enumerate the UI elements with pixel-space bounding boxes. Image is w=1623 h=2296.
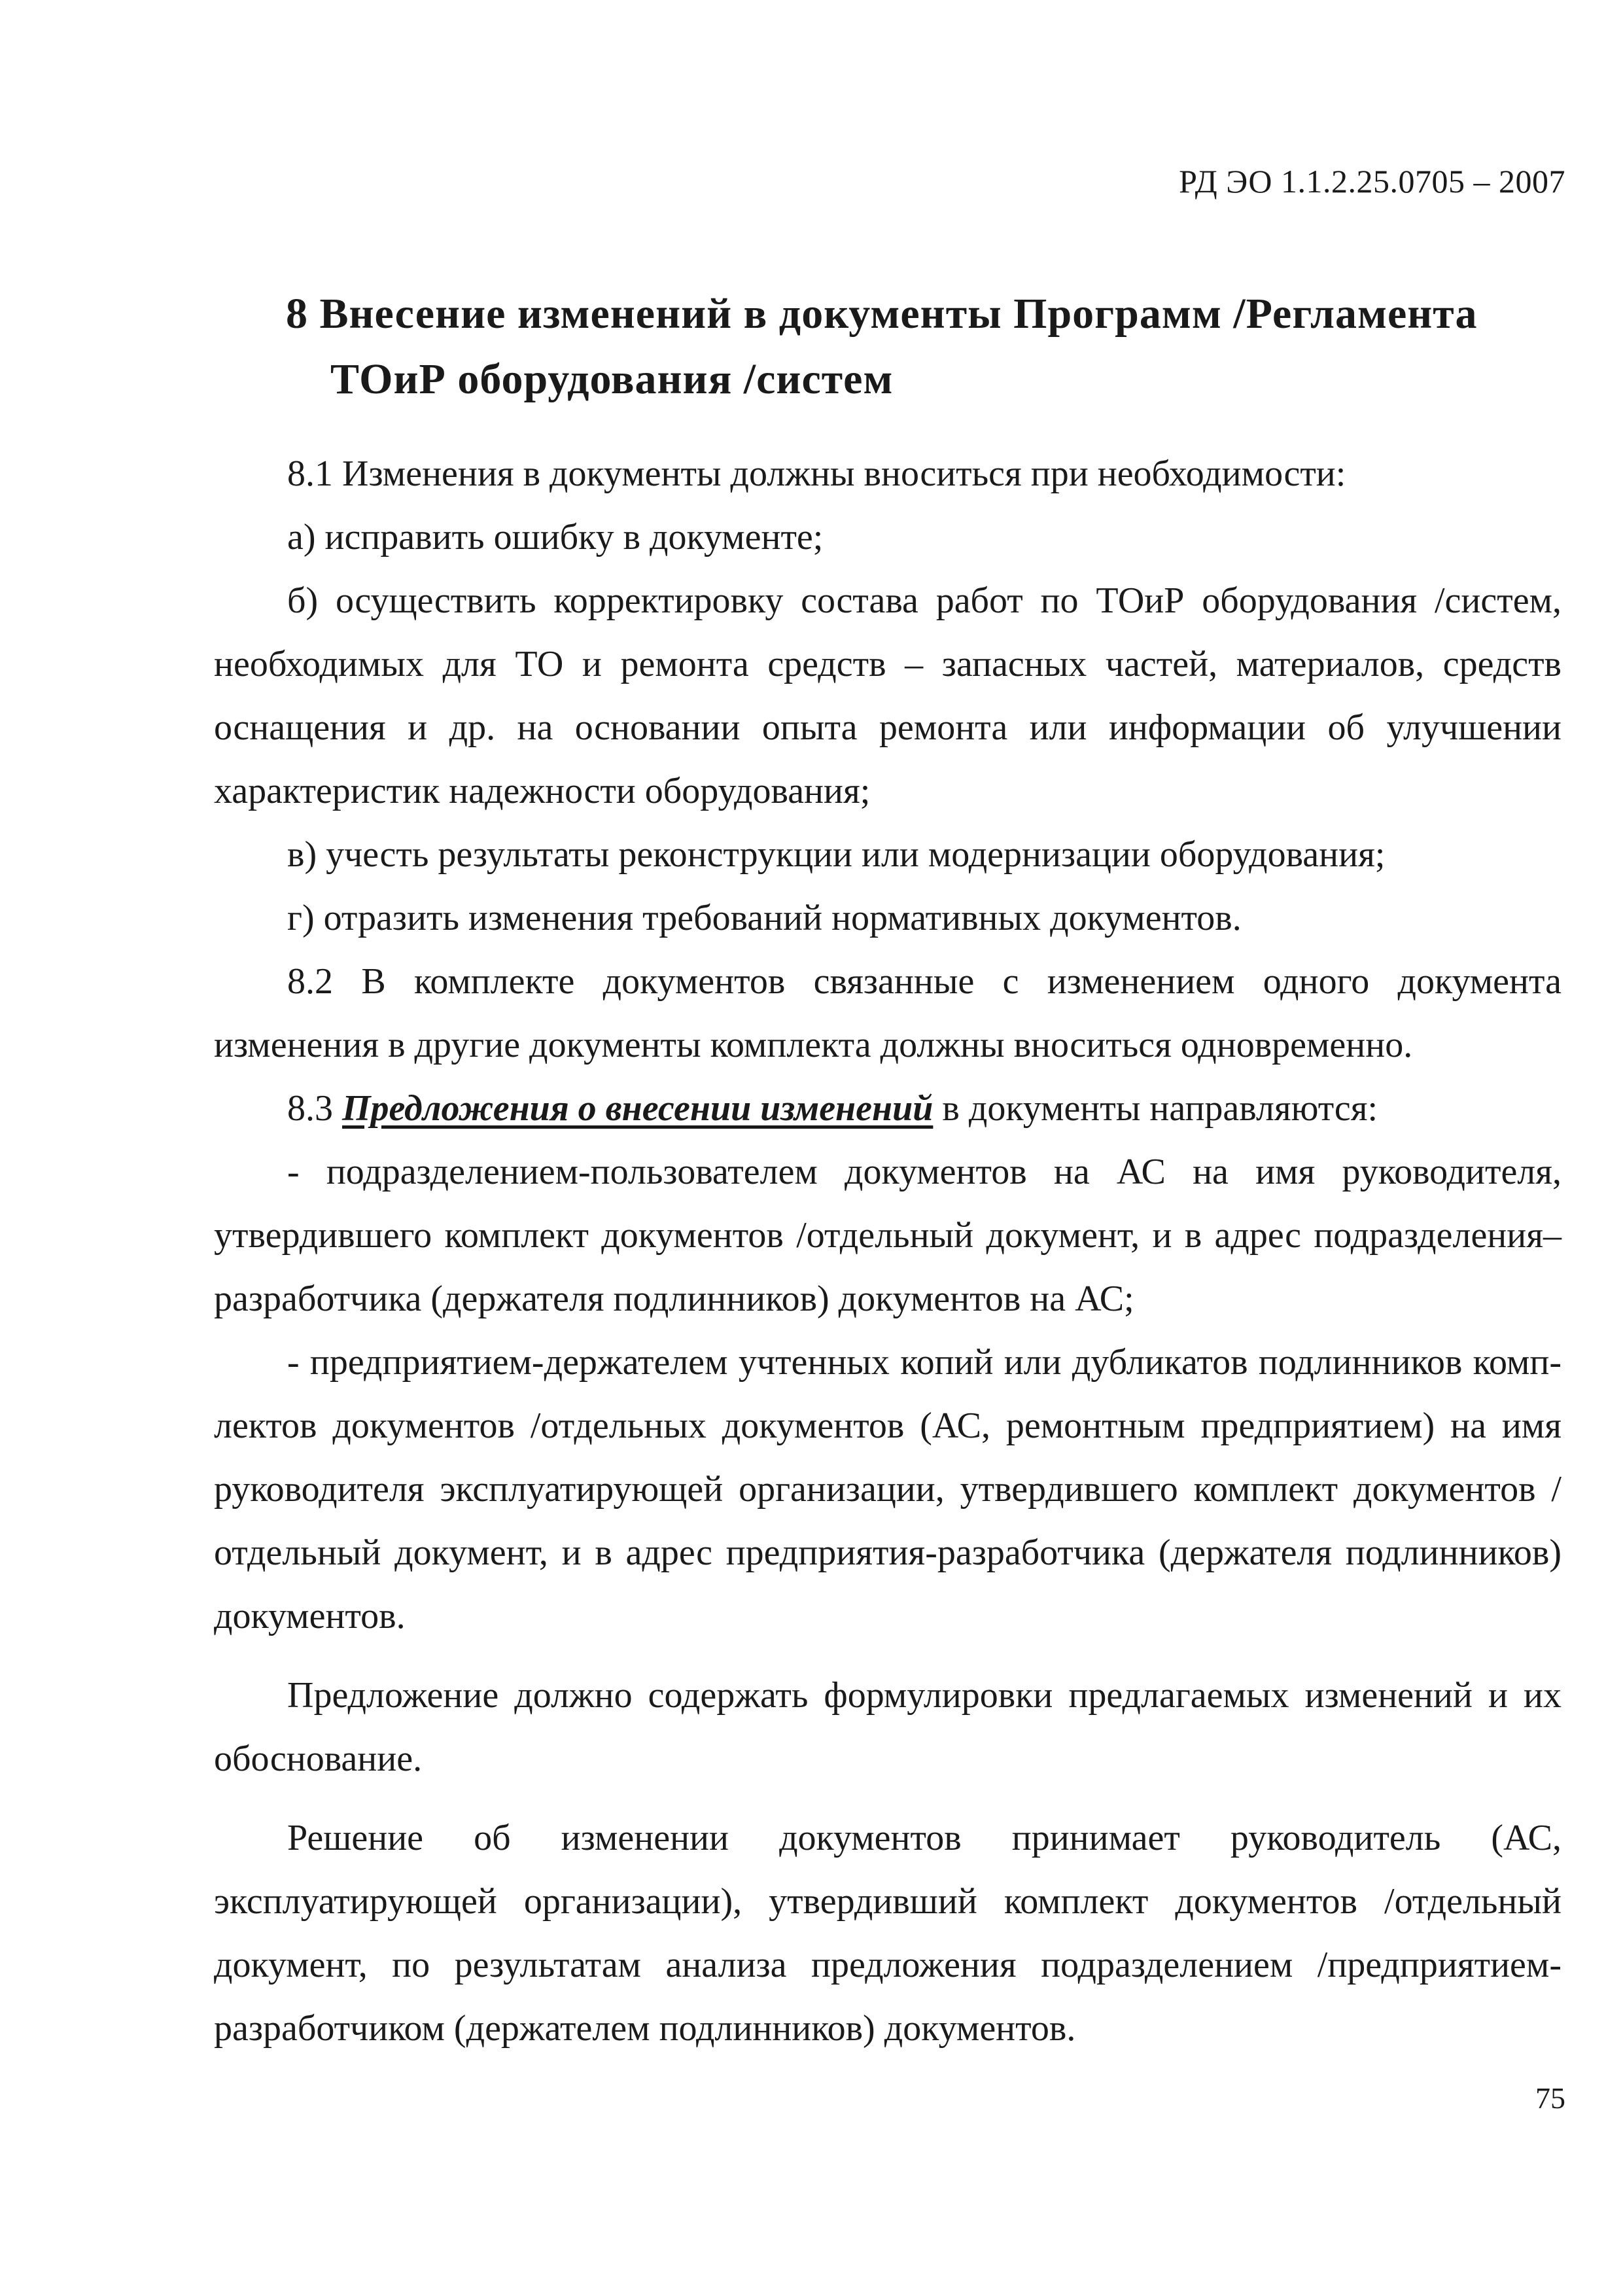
page-number: 75 xyxy=(1535,2081,1565,2115)
heading-line-1: 8 Внесение изменений в документы Программ /Регламента xyxy=(286,290,1478,338)
paragraph-decision: Решение об изменении документов принимает руководитель (АС, эксплуатирующей организации), утвердивший комплект документов /отдельный документ, по результатам анализа предложения подразделением /предприятием-разработчиком (держателем подлинников) документов. xyxy=(214,1818,1562,2049)
section-heading xyxy=(286,281,1529,412)
list-item-g: г) отразить изменения требований нормативных документов. xyxy=(287,898,1242,938)
document-body xyxy=(214,442,1562,2060)
paragraph-8-1: 8.1 Изменения в документы должны вноситься при необходимости: xyxy=(287,453,1346,494)
dash-item-2: - предприятием-держателем учтенных копий или дубликатов подлинников комп-лектов документов /отдельных документов (АС, ремонтным предприятием) на имя руководителя эксплуатирующей организации, утвердившего комплект документов /отдельный документ, и в адрес предприятия-разработчика (держателя подлинников) документов. xyxy=(214,1342,1562,1636)
list-item-v: в) учесть результаты реконструкции или модернизации оборудования; xyxy=(287,834,1386,875)
dash-item-1: - подразделением-пользователем документов на АС на имя руководителя, утвердившего комплект документов /отдельный документ, и в адрес подразделения–разработчика (держателя подлинников) документов на АС; xyxy=(214,1152,1562,1319)
paragraph-8-3 xyxy=(214,1077,1562,1140)
document-code: РД ЭО 1.1.2.25.0705 – 2007 xyxy=(1179,163,1565,200)
list-item-a: а) исправить ошибку в документе; xyxy=(287,517,824,557)
paragraph-8-2: 8.2 В комплекте документов связанные с изменением одного документа изменения в другие документы комплекта должны вноситься одновременно. xyxy=(214,961,1562,1065)
list-item-b: б) осуществить корректировку состава работ по ТОиР оборудования /систем, необходимых для ТО и ремонта средств – запасных частей, материалов, средств оснащения и др. на основании опыта ремонта или информации об улучшении характеристик надежности оборудования; xyxy=(214,580,1562,811)
paragraph-8-3-emphasis: Предложения о внесении изменений xyxy=(342,1088,934,1129)
paragraph-8-3-text: в документы направляются: xyxy=(933,1088,1378,1129)
paragraph-proposal: Предложение должно содержать формулировки предлагаемых изменений и их обоснование. xyxy=(214,1675,1562,1779)
paragraph-8-3-number: 8.3 xyxy=(287,1088,342,1129)
heading-line-2: ТОиР оборудования /систем xyxy=(330,355,894,403)
